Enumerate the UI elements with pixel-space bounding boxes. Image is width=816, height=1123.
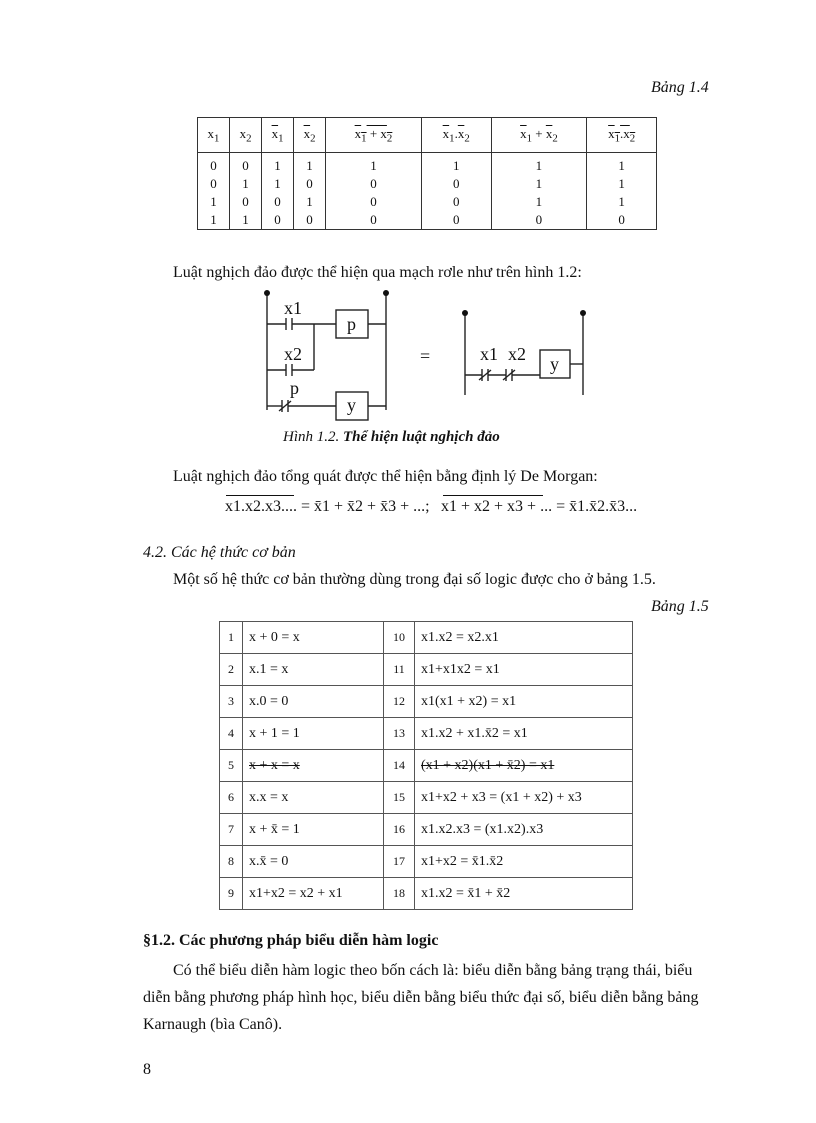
identity-number: 1 [220,622,243,654]
table-cell: 1 [587,153,657,176]
identity-expression: x1(x1 + x2) = x1 [415,686,633,718]
table-cell: 1 [294,193,326,211]
table-cell: 0 [421,175,491,193]
table-cell: 1 [262,175,294,193]
identity-number: 5 [220,750,243,782]
identity-number: 9 [220,878,243,910]
label-y-coil-right: y [550,354,559,374]
truth-table [197,117,657,230]
table-row [220,750,633,782]
identity-number: 15 [384,782,415,814]
table-cell: 1 [491,175,587,193]
table-caption: Bảng 1.4 [651,79,709,96]
table-row [220,654,633,686]
table-cell: 1 [491,153,587,176]
identity-expression: x1+x2 + x3 = (x1 + x2) + x3 [415,782,633,814]
identity-expression: x1.x2 + x1.x̄2 = x1 [415,718,633,750]
table-row [198,175,657,193]
identity-number: 11 [384,654,415,686]
table-cell: 0 [491,211,587,230]
table-cell: 1 [262,153,294,176]
identity-number: 7 [220,814,243,846]
table-cell: 1 [491,193,587,211]
figure-caption-label: Hình 1.2. [283,429,340,445]
table-cell: 0 [198,175,230,193]
table-cell: 0 [326,193,422,211]
table-row [198,193,657,211]
header-product-of-nots: $\overline{x}_1.\overline{x}_2$ [421,118,491,153]
header-x2: $x_2$ [230,118,262,153]
identity-expression: x.x = x [243,782,384,814]
header-not-product: $x_1.x_2$ [587,118,657,153]
identity-number: 18 [384,878,415,910]
label-equals: = [420,346,431,366]
table-row [220,846,633,878]
table-cell: 0 [262,193,294,211]
identity-expression: x1.x2 = x̄1 + x̄2 [415,878,633,910]
table-cell: 0 [230,153,262,176]
header-x1: $x_1$ [198,118,230,153]
formula-left: x1.x2.x3.... = x̄1 + x̄2 + x̄3 + ...; [225,498,430,515]
identity-number: 17 [384,846,415,878]
figure-caption-text: Thể hiện luật nghịch đảo [343,429,500,445]
table-cell: 0 [326,175,422,193]
identities-table [219,621,633,910]
table-cell: 1 [326,153,422,176]
table-row [220,622,633,654]
identity-number: 13 [384,718,415,750]
figure-caption [283,429,500,446]
identity-expression: x1+x2 = x̄1.x̄2 [415,846,633,878]
table-row [198,211,657,230]
final-paragraph-line3: Karnaugh (bìa Canô). [143,1016,283,1033]
header-not-x2: $\overline{x}_2$ [294,118,326,153]
label-y-coil: y [347,395,356,415]
table-cell: 1 [587,193,657,211]
final-paragraph-line2: diễn bằng phương pháp hình học, biểu diễn bằng biểu thức đại số, biểu diễn bằng bảng [143,989,699,1006]
relay-paragraph: Luật nghịch đảo được thể hiện qua mạch rơle như trên hình 1.2: [173,264,582,281]
final-paragraph-line1: Có thể biểu diễn hàm logic theo bốn cách là: biểu diễn bằng bảng trạng thái, biểu [173,962,693,979]
identity-number: 6 [220,782,243,814]
label-x1: x1 [284,298,302,318]
label-p-contact: p [290,378,299,398]
table-cell: 0 [421,211,491,230]
label-x2: x2 [284,344,302,364]
table-row [220,878,633,910]
section-heading-4-2: 4.2. Các hệ thức cơ bản [143,544,296,561]
formula-right-overline [443,495,543,496]
table-cell: 1 [230,175,262,193]
identity-expression: x1+x2 = x2 + x1 [243,878,384,910]
section-heading-1-2: §1.2. Các phương pháp biểu diễn hàm logic [143,932,439,949]
header-sum-of-nots: $\overline{x}_1 + \overline{x}_2$ [491,118,587,153]
label-p-coil: p [347,314,356,334]
table-cell: 1 [421,153,491,176]
identity-number: 4 [220,718,243,750]
table-cell: 0 [294,211,326,230]
identity-number: 14 [384,750,415,782]
table-cell: 0 [326,211,422,230]
identity-number: 2 [220,654,243,686]
identity-number: 16 [384,814,415,846]
label-x2-right: x2 [508,344,526,364]
identity-expression: x + 1 = 1 [243,718,384,750]
identity-expression: x + 0 = x [243,622,384,654]
identity-expression: x + x̄ = 1 [243,814,384,846]
table-cell: 1 [198,211,230,230]
identity-expression: (x1 + x2)(x1 + x̄2) = x1 [415,750,633,782]
identity-expression: x.1 = x [243,654,384,686]
table-cell: 0 [294,175,326,193]
table-cell: 0 [262,211,294,230]
table-cell: 1 [294,153,326,176]
identity-number: 3 [220,686,243,718]
identity-expression: x.0 = 0 [243,686,384,718]
table-cell: 0 [198,153,230,176]
identities-paragraph: Một số hệ thức cơ bản thường dùng trong đại số logic được cho ở bảng 1.5. [173,571,656,588]
identity-number: 10 [384,622,415,654]
table-row [220,718,633,750]
identity-number: 8 [220,846,243,878]
formula-left-overline [226,495,294,496]
label-x1-right: x1 [480,344,498,364]
demorgan-paragraph: Luật nghịch đảo tổng quát được thể hiện bằng định lý De Morgan: [173,468,598,485]
table-header-row [198,118,657,153]
page-number: 8 [143,1061,151,1078]
identity-expression: x1.x2 = x2.x1 [415,622,633,654]
table-row [220,814,633,846]
formula-right: x1 + x2 + x3 + ... = x̄1.x̄2.x̄3... [441,498,638,515]
table-row [220,782,633,814]
table-cell: 1 [587,175,657,193]
table-row [198,153,657,176]
table-cell: 0 [421,193,491,211]
table-caption: Bảng 1.5 [651,598,709,615]
table-cell: 0 [587,211,657,230]
header-not-sum: $x_1 + x_2$ [326,118,422,153]
identity-number: 12 [384,686,415,718]
identity-expression: x1.x2.x3 = (x1.x2).x3 [415,814,633,846]
header-not-x1: $\overline{x}_1$ [262,118,294,153]
identity-expression: x1+x1x2 = x1 [415,654,633,686]
identity-expression: x.x̄ = 0 [243,846,384,878]
table-cell: 0 [230,193,262,211]
relay-circuit-figure [250,280,610,450]
table-cell: 1 [230,211,262,230]
table-row [220,686,633,718]
identity-expression: x + x = x [243,750,384,782]
table-cell: 1 [198,193,230,211]
